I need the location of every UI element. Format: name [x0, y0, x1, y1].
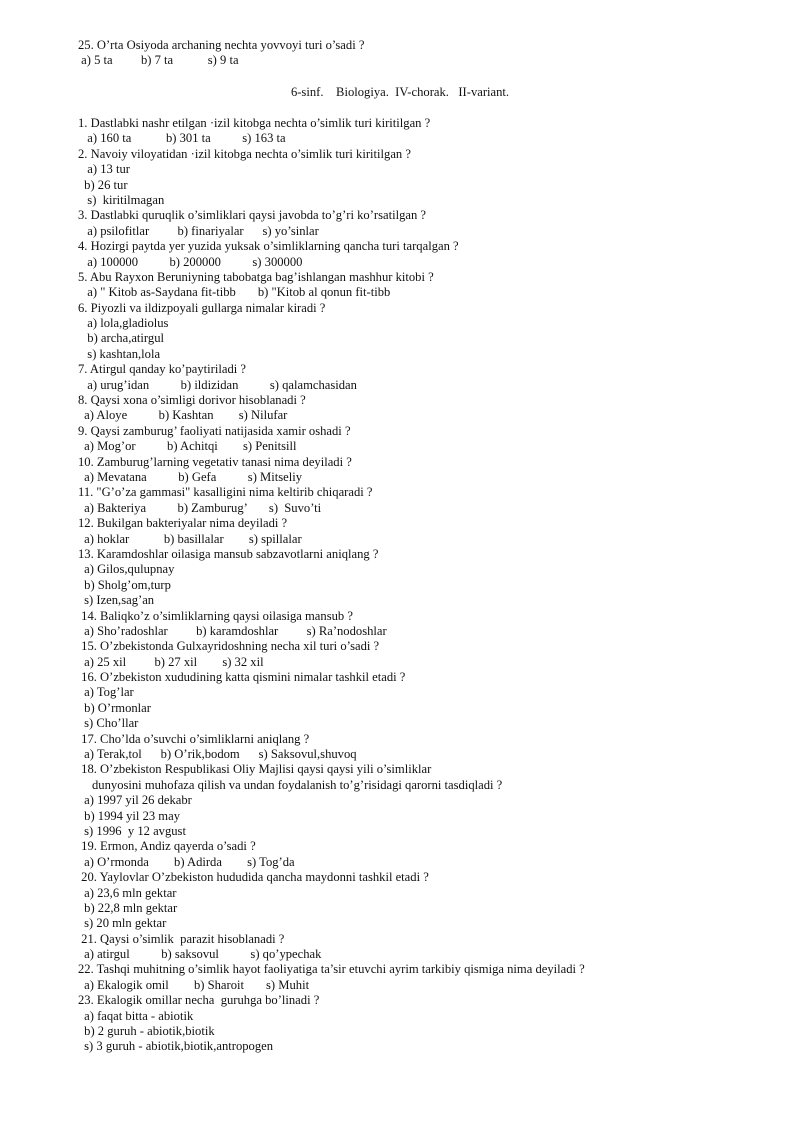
answer-options-line: s) 20 mln gektar	[81, 916, 167, 931]
answer-options-line: a) 13 tur	[81, 162, 130, 177]
question-line: 8. Qaysi xona o’simligi dorivor hisoblanadi ?	[78, 393, 306, 408]
answer-options-line: a) hoklar b) basillalar s) spillalar	[81, 531, 302, 546]
question-25-answers: a) 5 ta b) 7 ta s) 9 ta	[78, 53, 239, 68]
question-line: 19. Ermon, Andiz qayerda o’sadi ?	[78, 839, 256, 854]
answer-options-line: b) 1994 yil 23 may	[81, 808, 180, 823]
answer-options-line: b) 2 guruh - abiotik,biotik	[81, 1024, 215, 1039]
question-line: 10. Zamburug’larning vegetativ tanasi nima deyiladi ?	[78, 454, 352, 469]
question-line: 7. Atirgul qanday ko’paytiriladi ?	[78, 362, 246, 377]
question-line: 14. Baliqko’z o’simliklarning qaysi oilasiga mansub ?	[78, 608, 353, 623]
answer-options-line: s) 1996 y 12 avgust	[81, 823, 186, 838]
question-line: 9. Qaysi zamburug’ faoliyati natijasida xamir oshadi ?	[78, 423, 351, 438]
answer-options-line: a) Ekalogik omil b) Sharoit s) Muhit	[81, 977, 310, 992]
answer-options-line: a) Terak,tol b) O’rik,bodom s) Saksovul,shuvoq	[81, 747, 357, 762]
answer-options-line: s) 3 guruh - abiotik,biotik,antropogen	[81, 1039, 274, 1054]
question-line: 22. Tashqi muhitning o’simlik hayot faoliyatiga ta’sir etuvchi ayrim tarkibiy qismiga nima deyiladi ?	[78, 962, 585, 977]
question-line: 4. Hozirgi paytda yer yuzida yuksak o’simliklarning qancha turi tarqalgan ?	[78, 239, 459, 254]
question-list	[78, 116, 778, 1055]
question-25: 25. O’rta Osiyoda archaning nechta yovvoyi turi o’sadi ?	[78, 38, 365, 52]
answer-options-line: a) Mog’or b) Achitqi s) Penitsill	[81, 439, 297, 454]
question-line: 1. Dastlabki nashr etilgan ·izil kitobga nechta o’simlik turi kiritilgan ?	[78, 116, 431, 130]
answer-options-line: a) psilofitlar b) finariyalar s) yo’sinlar	[81, 223, 319, 238]
question-line: 3. Dastlabki quruqlik o’simliklari qaysi javobda to’g’ri ko’rsatilgan ?	[78, 208, 427, 223]
answer-options-line: a) Mevatana b) Gefa s) Mitseliy	[81, 469, 303, 484]
answer-options-line: s) kashtan,lola	[81, 346, 161, 361]
answer-options-line: b) O’rmonlar	[81, 700, 151, 715]
question-line: 5. Abu Rayxon Beruniyning tabobatga bag’ishlangan mashhur kitobi ?	[78, 269, 434, 284]
answer-options-line: a) urug’idan b) ildizidan s) qalamchasidan	[81, 377, 357, 392]
answer-options-line: a) O’rmonda b) Adirda s) Tog’da	[81, 854, 295, 869]
question-line: 11. "G’o’za gammasi" kasalligini nima keltirib chiqaradi ?	[78, 485, 373, 500]
question-line: dunyosini muhofaza qilish va undan foydalanish to’g’risidagi qarorni tasdiqladi ?	[92, 777, 503, 792]
answer-options-line: b) archa,atirgul	[81, 331, 164, 346]
answer-options-line: s) Izen,sag’an	[81, 593, 155, 608]
variant-title: 6-sinf. Biologiya. IV-chorak. II-variant.	[290, 85, 510, 99]
answer-options-line: a) " Kitob as-Saydana fit-tibb b) "Kitob al qonun fit-tibb	[81, 285, 391, 300]
answer-options-line: s) kiritilmagan	[81, 192, 165, 207]
question-line: 23. Ekalogik omillar necha guruhga bo’linadi ?	[78, 993, 320, 1008]
question-line: 12. Bukilgan bakteriyalar nima deyiladi ?	[78, 516, 288, 531]
answer-options-line: a) 25 xil b) 27 xil s) 32 xil	[81, 654, 264, 669]
answer-options-line: a) Tog’lar	[81, 685, 134, 700]
answer-options-line: s) Cho’llar	[81, 716, 139, 731]
answer-options-line: b) 22,8 mln gektar	[81, 900, 178, 915]
answer-options-line: a) Sho’radoshlar b) karamdoshlar s) Ra’nodoshlar	[81, 623, 387, 638]
answer-options-line: b) Sholg’om,turp	[81, 577, 171, 592]
answer-options-line: a) lola,gladiolus	[81, 316, 169, 331]
answer-options-line: a) Gilos,qulupnay	[81, 562, 175, 577]
answer-options-line: b) 26 tur	[81, 177, 128, 192]
question-line: 15. O’zbekistonda Gulxayridoshning necha xil turi o’sadi ?	[78, 639, 380, 654]
answer-options-line: a) 23,6 mln gektar	[81, 885, 177, 900]
question-line: 18. O’zbekiston Respublikasi Oliy Majlisi qaysi qaysi yili o’simliklar	[78, 762, 432, 777]
answer-options-line: a) atirgul b) saksovul s) qo’ypechak	[81, 947, 322, 962]
answer-options-line: a) 1997 yil 26 dekabr	[81, 793, 192, 808]
question-line: 13. Karamdoshlar oilasiga mansub sabzavotlarni aniqlang ?	[78, 546, 379, 561]
answer-options-line: a) 160 ta b) 301 ta s) 163 ta	[81, 131, 286, 146]
answer-options-line: a) faqat bitta - abiotik	[81, 1008, 194, 1023]
answer-options-line: a) Aloye b) Kashtan s) Nilufar	[81, 408, 288, 423]
question-line: 2. Navoiy viloyatidan ·izil kitobga nechta o’simlik turi kiritilgan ?	[78, 146, 411, 161]
question-line: 17. Cho’lda o’suvchi o’simliklarni aniqlang ?	[78, 731, 310, 746]
previous-question-block	[78, 38, 778, 69]
question-line: 6. Piyozli va ildizpoyali gullarga nimalar kiradi ?	[78, 300, 326, 315]
answer-options-line: a) Bakteriya b) Zamburug’ s) Suvo’ti	[81, 500, 322, 515]
question-line: 16. O’zbekiston xududining katta qismini nimalar tashkil etadi ?	[78, 670, 406, 685]
answer-options-line: a) 100000 b) 200000 s) 300000	[81, 254, 303, 269]
question-line: 21. Qaysi o’simlik parazit hisoblanadi ?	[78, 931, 285, 946]
question-line: 20. Yaylovlar O’zbekiston hududida qancha maydonni tashkil etadi ?	[78, 870, 429, 885]
